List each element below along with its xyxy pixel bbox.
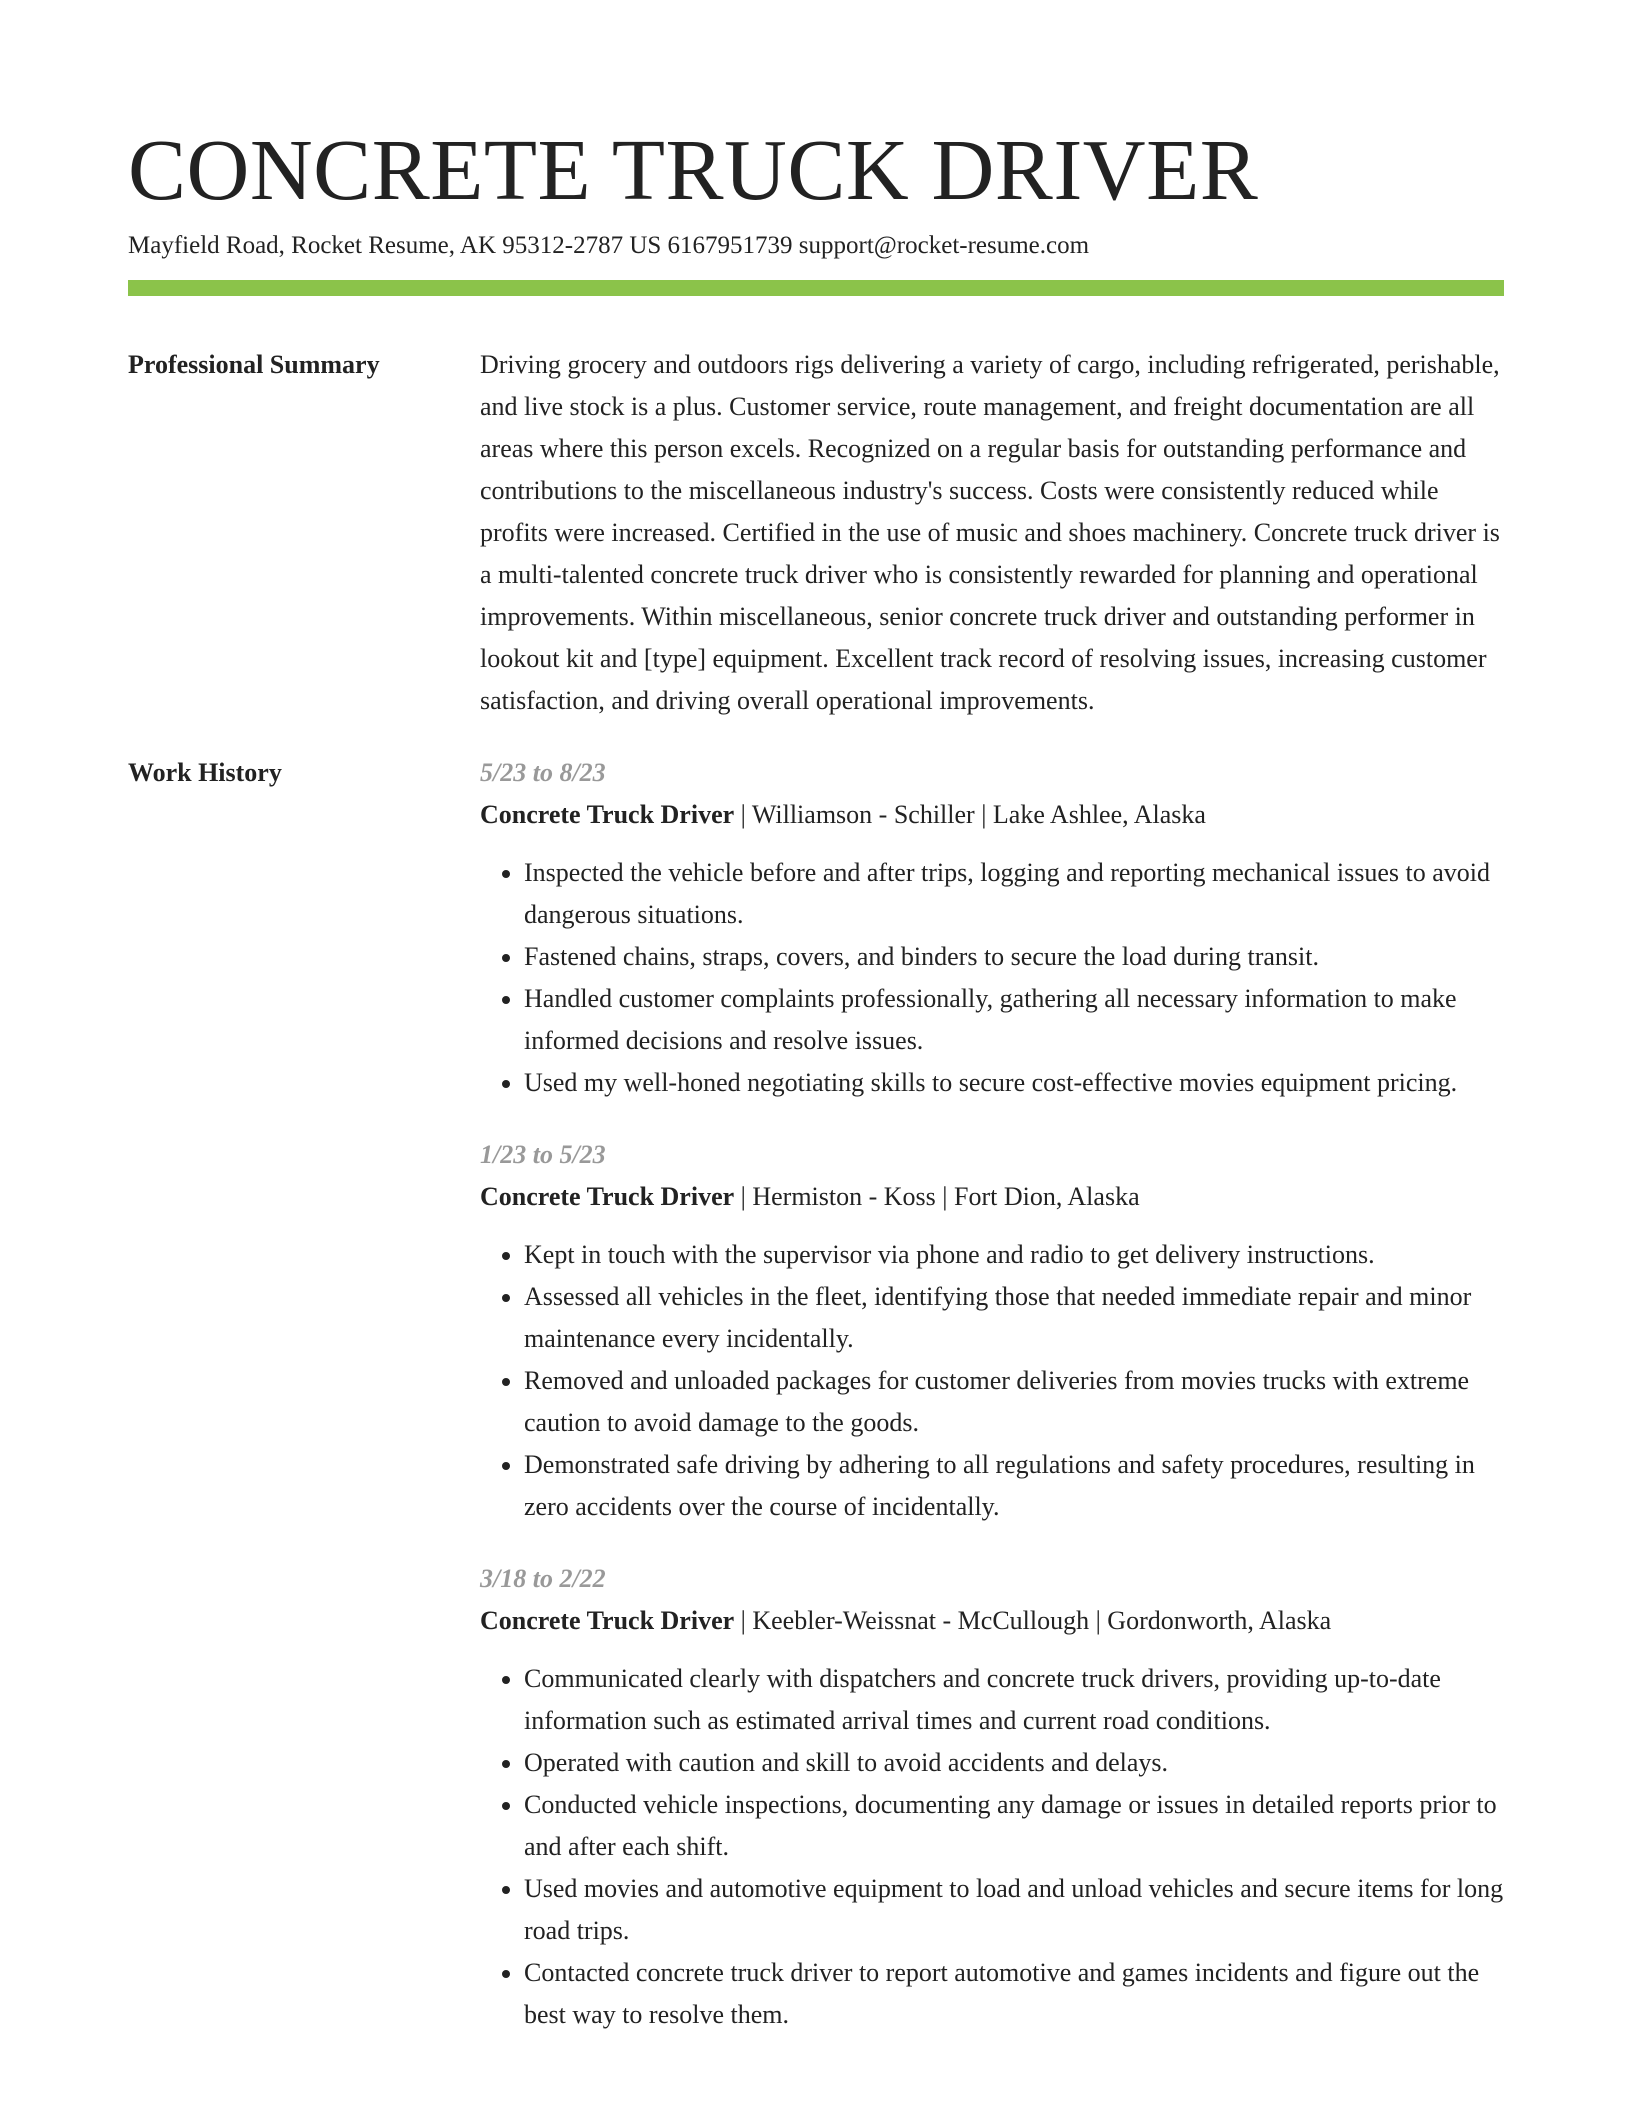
- job-entry: [480, 1558, 1504, 2036]
- job-bullets: [480, 1234, 1504, 1528]
- job-employer-location: | Williamson - Schiller | Lake Ashlee, Alaska: [734, 800, 1206, 829]
- resume-page: [128, 120, 1504, 2066]
- job-dates: 5/23 to 8/23: [480, 758, 606, 787]
- job-entry: [480, 752, 1504, 1104]
- job-bullet: • Conducted vehicle inspections, documenting any damage or issues in detailed reports prior to and after each shift.: [524, 1784, 1504, 1868]
- accent-divider: [128, 280, 1504, 296]
- job-bullet: • Used my well-honed negotiating skills to secure cost-effective movies equipment pricing.: [524, 1062, 1504, 1104]
- job-bullet: • Kept in touch with the supervisor via phone and radio to get delivery instructions.: [524, 1234, 1504, 1276]
- job-bullets: [480, 852, 1504, 1104]
- contact-info: Mayfield Road, Rocket Resume, AK 95312-2787 US 6167951739 support@rocket-resume.com: [128, 232, 1090, 259]
- job-heading: [480, 1176, 1504, 1218]
- job-entry: [480, 1134, 1504, 1528]
- work-history-heading: Work History: [128, 758, 282, 787]
- job-dates: 1/23 to 5/23: [480, 1140, 606, 1169]
- professional-summary-section: [128, 344, 1504, 722]
- job-bullet: • Handled customer complaints professionally, gathering all necessary information to make informed decisions and resolve issues.: [524, 978, 1504, 1062]
- job-heading: [480, 1600, 1504, 1642]
- resume-title: CONCRETE TRUCK DRIVER: [128, 121, 1259, 218]
- job-title: Concrete Truck Driver: [480, 800, 735, 829]
- work-history-section: [128, 752, 1504, 2066]
- job-title: Concrete Truck Driver: [480, 1606, 735, 1635]
- job-bullet: • Demonstrated safe driving by adhering to all regulations and safety procedures, resulting in zero accidents over the course of incidentally.: [524, 1444, 1504, 1528]
- job-bullet: • Removed and unloaded packages for customer deliveries from movies trucks with extreme caution to avoid damage to the goods.: [524, 1360, 1504, 1444]
- job-dates: 3/18 to 2/22: [480, 1564, 606, 1593]
- job-bullet: • Operated with caution and skill to avoid accidents and delays.: [524, 1742, 1504, 1784]
- job-bullet: • Assessed all vehicles in the fleet, identifying those that needed immediate repair and minor maintenance every incidentally.: [524, 1276, 1504, 1360]
- job-title: Concrete Truck Driver: [480, 1182, 735, 1211]
- job-employer-location: | Keebler-Weissnat - McCullough | Gordonworth, Alaska: [734, 1606, 1332, 1635]
- professional-summary-text: Driving grocery and outdoors rigs delivering a variety of cargo, including refrigerated, perishable, and live stock is a plus. Customer service, route management, and freight documentation are all areas where this person excels. Recognized on a regular basis for outstanding performance and contributions to the miscellaneous industry's success. Costs were consistently reduced while profits were increased. Certified in the use of music and shoes machinery. Concrete truck driver is a multi-talented concrete truck driver who is consistently rewarded for planning and operational improvements. Within miscellaneous, senior concrete truck driver and outstanding performer in lookout kit and [type] equipment. Excellent track record of resolving issues, increasing customer satisfaction, and driving overall operational improvements.: [480, 350, 1500, 715]
- job-bullet: • Contacted concrete truck driver to report automotive and games incidents and figure out the best way to resolve them.: [524, 1952, 1504, 2036]
- job-bullet: • Fastened chains, straps, covers, and binders to secure the load during transit.: [524, 936, 1504, 978]
- job-bullet: • Communicated clearly with dispatchers and concrete truck drivers, providing up-to-date information such as estimated arrival times and current road conditions.: [524, 1658, 1504, 1742]
- professional-summary-heading: Professional Summary: [128, 350, 380, 379]
- job-bullet: • Inspected the vehicle before and after trips, logging and reporting mechanical issues to avoid dangerous situations.: [524, 852, 1504, 936]
- job-employer-location: | Hermiston - Koss | Fort Dion, Alaska: [734, 1182, 1140, 1211]
- job-heading: [480, 794, 1504, 836]
- job-bullet: • Used movies and automotive equipment to load and unload vehicles and secure items for long road trips.: [524, 1868, 1504, 1952]
- job-bullets: [480, 1658, 1504, 2036]
